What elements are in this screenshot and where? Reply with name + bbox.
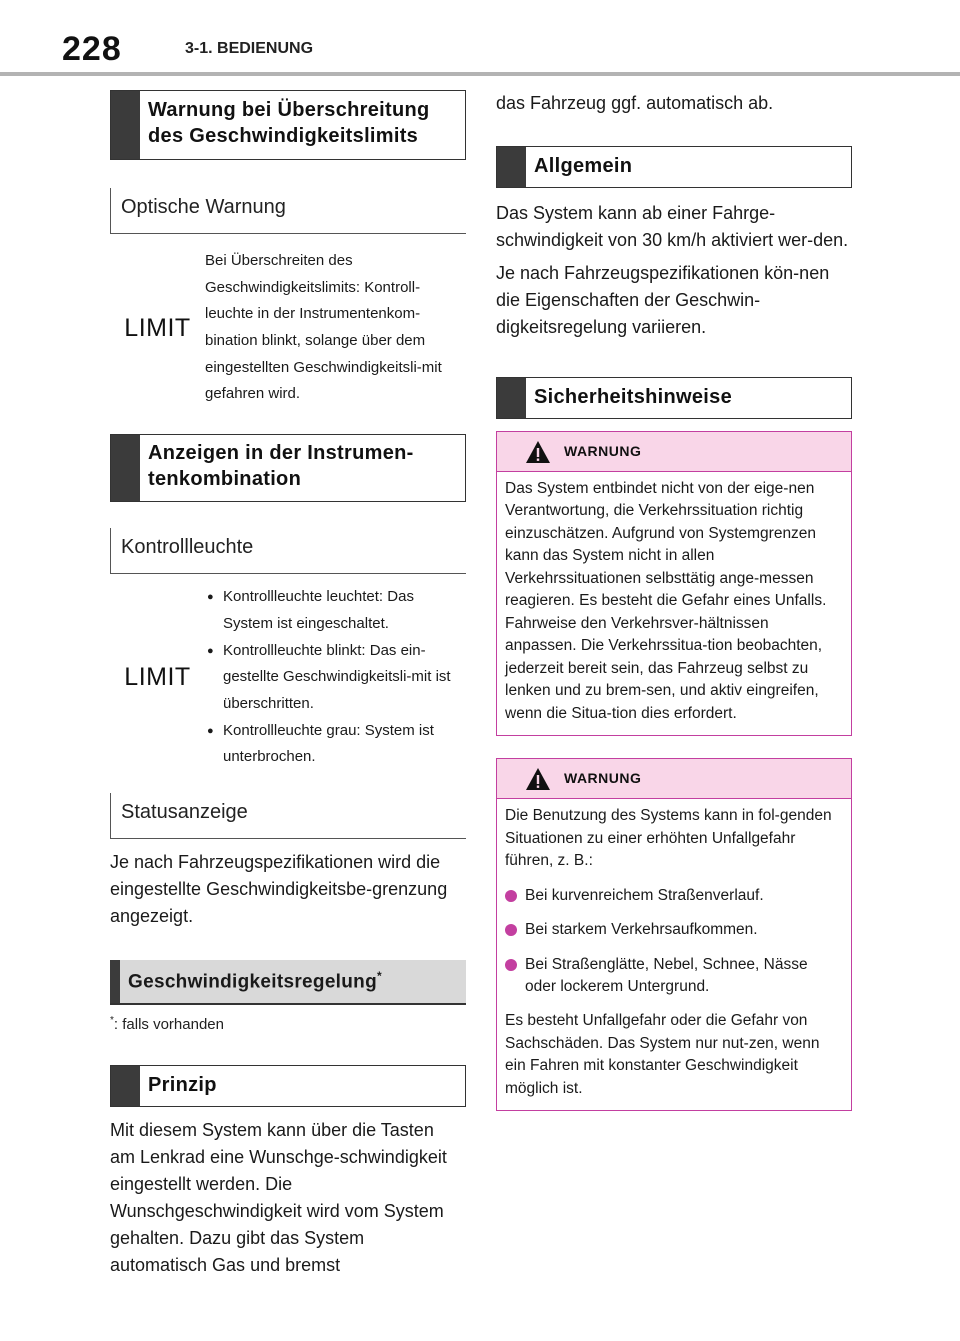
section-bar — [111, 435, 140, 501]
indicator-lamp-row — [110, 584, 466, 771]
section-bar — [497, 147, 526, 187]
page-number: 228 — [62, 30, 122, 68]
bullet-icon — [505, 959, 517, 971]
bullet-icon: ● — [207, 644, 214, 657]
bullet-icon — [505, 890, 517, 902]
general-paragraph-1: Das System kann ab einer Fahrge-schwindigkeit von 30 km/h aktiviert wer-den. — [496, 203, 849, 250]
section-title: Allgemein — [534, 155, 633, 177]
header-divider — [0, 72, 960, 76]
subhead-indicator-lamp: Kontrollleuchte — [110, 528, 466, 574]
section-bar — [111, 91, 140, 159]
section-title: Geschwindigkeitsregelung* — [128, 968, 382, 993]
section-bar — [111, 1066, 140, 1106]
limit-indicator-label: LIMIT — [124, 663, 191, 692]
warning-header — [497, 759, 851, 799]
bullet-icon — [505, 924, 517, 936]
limit-indicator-label: LIMIT — [124, 313, 191, 342]
section-speed-limit-warning — [110, 90, 466, 160]
list-item: ● Kontrollleuchte blinkt: Das ein-gestellte Geschwindigkeitsli-mit ist überschritten. — [205, 638, 466, 718]
warning-header — [497, 432, 851, 472]
warning-label: WARNUNG — [564, 443, 642, 459]
footnote: *: falls vorhanden — [110, 1015, 224, 1034]
warning-triangle-icon — [525, 767, 551, 791]
list-item: ● Kontrollleuchte grau: System ist unterbrochen. — [205, 718, 466, 771]
section-bar — [110, 960, 120, 1003]
warning-body — [497, 799, 851, 1110]
footnote-marker: * — [376, 968, 382, 983]
subhead-status-display: Statusanzeige — [110, 793, 466, 839]
list-item: ● Kontrollleuchte leuchtet: Das System ist eingeschaltet. — [205, 584, 466, 637]
warning-outro: Es besteht Unfallgefahr oder die Gefahr von Sachschäden. Das System nur nut-zen, wenn ein Fahren mit konstanter Geschwindigkeit möglich ist. — [505, 1012, 820, 1097]
list-item: Bei kurvenreichem Straßenverlauf. — [505, 885, 841, 907]
section-title: Prinzip — [148, 1074, 217, 1097]
list-item: Bei starkem Verkehrsaufkommen. — [505, 919, 841, 941]
warning-box — [496, 431, 852, 736]
section-title: Anzeigen in der Instrumen-tenkombination — [148, 442, 414, 491]
warning-box — [496, 758, 852, 1111]
section-safety — [496, 377, 852, 419]
section-title: Warnung bei Überschreitung des Geschwindigkeitslimits — [148, 99, 430, 147]
warning-label: WARNUNG — [564, 770, 642, 787]
section-general — [496, 146, 852, 188]
right-column — [496, 90, 852, 1111]
warning-text: Das System entbindet nicht von der eige-nen Verantwortung, die Verkehrssituation richtig einzuschätzen. Aufgrund von Systemgrenzen kann das System nicht in allen Verkehrssituationen selbsttätig ange-messen reagieren. Es besteht die Gefahr eines Unfalls. Fahrweise den Verkehrsver-hältnissen anpassen. Die Verkehrssitua-tion beobachten, jederzeit bereit sein, das Fahrzeug selbst zu lenken und zu brem-sen, und aktiv eingreifen, wenn die Situa-tion dies erfordert. — [505, 480, 827, 722]
section-title: Sicherheitshinweise — [534, 386, 732, 408]
section-bar — [497, 378, 526, 418]
bullet-icon: ● — [207, 591, 214, 604]
chapter-title: 3-1. BEDIENUNG — [185, 40, 314, 57]
continued-text: das Fahrzeug ggf. automatisch ab. — [496, 93, 774, 113]
subhead-optical-warning: Optische Warnung — [110, 188, 466, 234]
section-principle — [110, 1065, 466, 1107]
list-item: Bei Straßenglätte, Nebel, Schnee, Nässe oder lockerem Untergrund. — [505, 954, 841, 999]
optical-warning-row — [110, 248, 466, 408]
status-display-text: Je nach Fahrzeugspezifikationen wird die eingestellte Geschwindigkeitsbe-grenzung angezeigt. — [110, 851, 448, 926]
indicator-lamp-list — [205, 584, 466, 771]
warning-intro: Die Benutzung des Systems kann in fol-genden Situationen zu einer erhöhten Unfallgefahr führen, z. B.: — [505, 807, 832, 870]
section-cluster-display — [110, 434, 466, 502]
principle-text: Mit diesem System kann über die Tasten am Lenkrad eine Wunschge-schwindigkeit eingestellt werden. Die Wunschgeschwindigkeit wird vom System gehalten. Dazu gibt das System automatisch Gas und bremst — [110, 1120, 447, 1276]
bullet-icon: ● — [207, 724, 214, 737]
warning-triangle-icon — [525, 440, 551, 464]
section-cruise-control — [110, 960, 466, 1005]
left-column — [110, 90, 466, 1279]
general-paragraph-2: Je nach Fahrzeugspezifikationen kön-nen die Eigenschaften der Geschwin-digkeitsregelung variieren. — [496, 263, 830, 337]
optical-warning-text: Bei Überschreiten des Geschwindigkeitslimits: Kontroll-leuchte in der Instrumentenkom-bination blinkt, solange über dem eingestellten Geschwindigkeitsli-mit gefahren wird. — [205, 252, 442, 403]
page-header — [0, 0, 960, 78]
